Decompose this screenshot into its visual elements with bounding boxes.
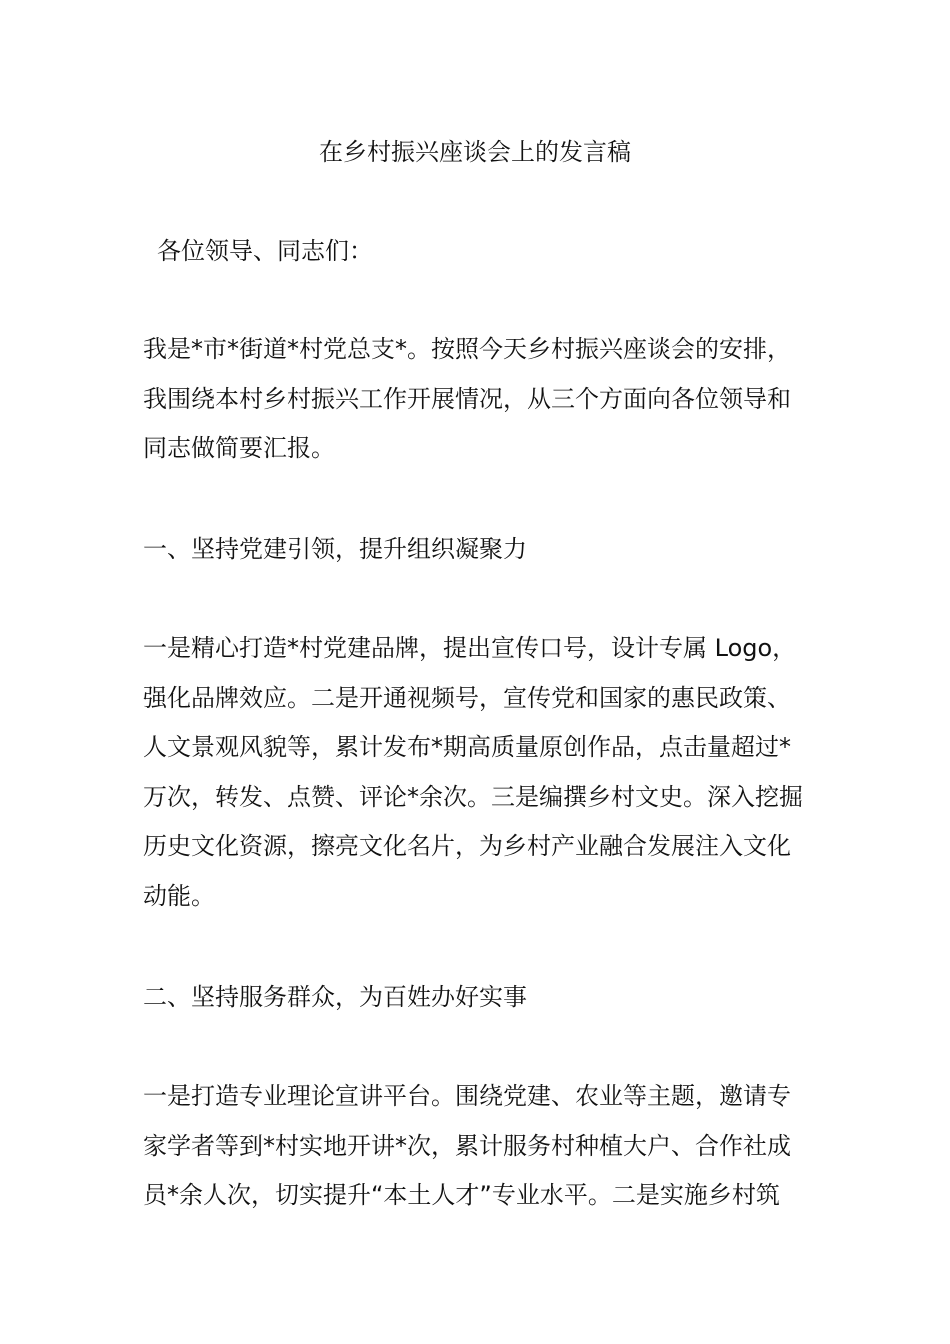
section-1-line: 万次，转发、点赞、评论*余次。三是编撰乡村文史。深入挖掘 [143,782,803,811]
section-2-line: 员*余人次，切实提升“本土人才”专业水平。二是实施乡村筑 [143,1181,780,1209]
section-1-line: 历史文化资源，擦亮文化名片，为乡村产业融合发展注入文化 [143,832,791,860]
section-1-heading: 一、坚持党建引领，提升组织凝聚力 [143,535,527,563]
section-2-paragraph [143,1072,823,1221]
intro-line: 我围绕本村乡村振兴工作开展情况，从三个方面向各位领导和 [143,384,791,413]
intro-paragraph [143,325,823,474]
section-2-heading: 二、坚持服务群众，为百姓办好实事 [143,983,527,1011]
salutation: 各位领导、同志们： [157,237,373,265]
section-1-line: 动能。 [143,881,215,910]
document-title: 在乡村振兴座谈会上的发言稿 [319,138,631,166]
section-1-line: 人文景观风貌等，累计发布*期高质量原创作品，点击量超过* [143,733,791,761]
section-1-paragraph [143,624,823,921]
section-2-line: 家学者等到*村实地开讲*次，累计服务村种植大户、合作社成 [143,1131,791,1160]
intro-line: 我是*市*街道*村党总支*。按照今天乡村振兴座谈会的安排， [143,335,791,363]
section-1-line: 强化品牌效应。二是开通视频号，宣传党和国家的惠民政策、 [143,683,791,712]
section-1-line: 一是精心打造*村党建品牌，提出宣传口号，设计专属 Logo， [143,634,797,662]
section-2-line: 一是打造专业理论宣讲平台。围绕党建、农业等主题，邀请专 [143,1082,791,1110]
intro-line: 同志做简要汇报。 [143,434,335,462]
